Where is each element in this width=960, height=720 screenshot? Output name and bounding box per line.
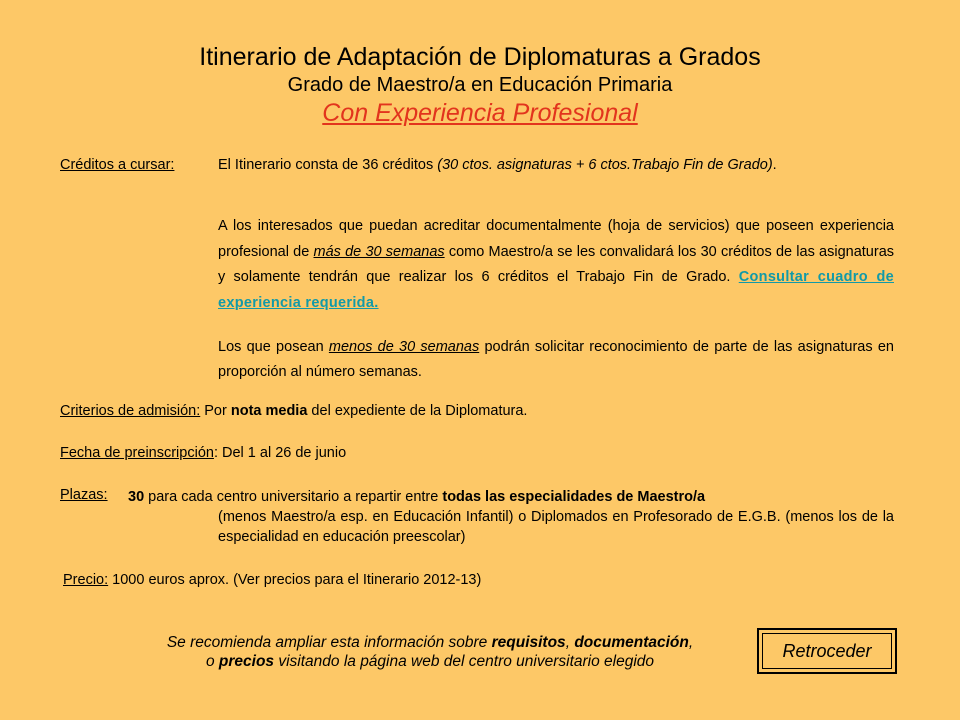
footer-text-c: o <box>205 653 219 670</box>
footer-comma: , <box>688 634 694 651</box>
creditos-text <box>218 157 894 173</box>
criterios-label: Criterios de admisión: <box>60 403 201 419</box>
criterios-text-b: del expediente de la Diplomatura. <box>307 403 528 419</box>
footer-text-d: visitando la página web del centro universitario elegido <box>274 653 655 670</box>
para2-emphasis: menos de 30 semanas <box>328 339 480 355</box>
plazas-label: Plazas: <box>60 487 108 503</box>
plazas-bold: todas las especialidades de Maestro/a <box>442 489 706 505</box>
para2-text-a: Los que posean <box>218 339 329 355</box>
page-subtitle: Grado de Maestro/a en Educación Primaria <box>287 74 673 96</box>
footer-note <box>80 633 780 671</box>
criterios-row <box>60 401 920 421</box>
para1-text-b: como Maestro/a se les convalidará los 30 créditos de las asignaturas y solamente tendrán que realizar los 6 créditos el Trabajo Fin de Grado. <box>218 243 895 285</box>
documentacion-word: documentación <box>574 634 689 651</box>
requisitos-word: requisitos <box>491 634 566 651</box>
page-title: Itinerario de Adaptación de Diplomaturas a Grados <box>199 43 761 71</box>
precio-row <box>63 570 923 590</box>
fecha-text: : Del 1 al 26 de junio <box>213 445 347 461</box>
precio-text: 1000 euros aprox. (Ver precios para el Itinerario 2012-13) <box>108 572 482 588</box>
creditos-text-c: . <box>772 157 777 173</box>
para2-text-b: podrán solicitar reconocimiento de parte de las asignaturas en proporción al número semanas. <box>218 339 894 380</box>
fecha-label: Fecha de preinscripción <box>60 445 214 461</box>
para1-text-a: A los interesados que puedan acreditar documentalmente (hoja de servicios) que poseen experiencia profesional de <box>218 218 894 260</box>
fecha-row <box>60 443 920 463</box>
back-button-frame[interactable] <box>757 628 897 674</box>
footer-line-2 <box>80 652 780 671</box>
criterios-text-a: Por <box>200 403 231 419</box>
precio-label: Precio: <box>63 572 109 588</box>
footer-sep: , <box>565 634 575 651</box>
creditos-text-a: El Itinerario consta de 36 créditos <box>218 157 438 173</box>
plazas-count: 30 <box>128 489 145 505</box>
title-block <box>0 42 960 128</box>
creditos-text-b: (30 ctos. asignaturas + 6 ctos.Trabajo Fin de Grado) <box>437 157 773 173</box>
precios-word: precios <box>218 653 275 670</box>
criterios-bold: nota media <box>230 403 308 419</box>
section-heading: Con Experiencia Profesional <box>322 99 638 127</box>
para1-emphasis: más de 30 semanas <box>313 243 445 260</box>
creditos-paragraph-2 <box>218 335 894 385</box>
creditos-label: Créditos a cursar: <box>60 157 175 173</box>
footer-line-1 <box>80 633 780 652</box>
plazas-text-a: para cada centro universitario a repartir entre <box>144 489 443 505</box>
back-button[interactable]: Retroceder <box>762 633 892 669</box>
plazas-text-b: (menos Maestro/a esp. en Educación Infantil) o Diplomados en Profesorado de E.G.B. (menos los de la especialidad en educación preescolar) <box>218 509 894 545</box>
experience-table-link[interactable]: Consultar cuadro de experiencia requerida. <box>218 269 894 311</box>
footer-text-a: Se recomienda ampliar esta información sobre <box>166 634 492 651</box>
plazas-continuation <box>218 487 894 507</box>
creditos-paragraph-1 <box>218 214 894 316</box>
